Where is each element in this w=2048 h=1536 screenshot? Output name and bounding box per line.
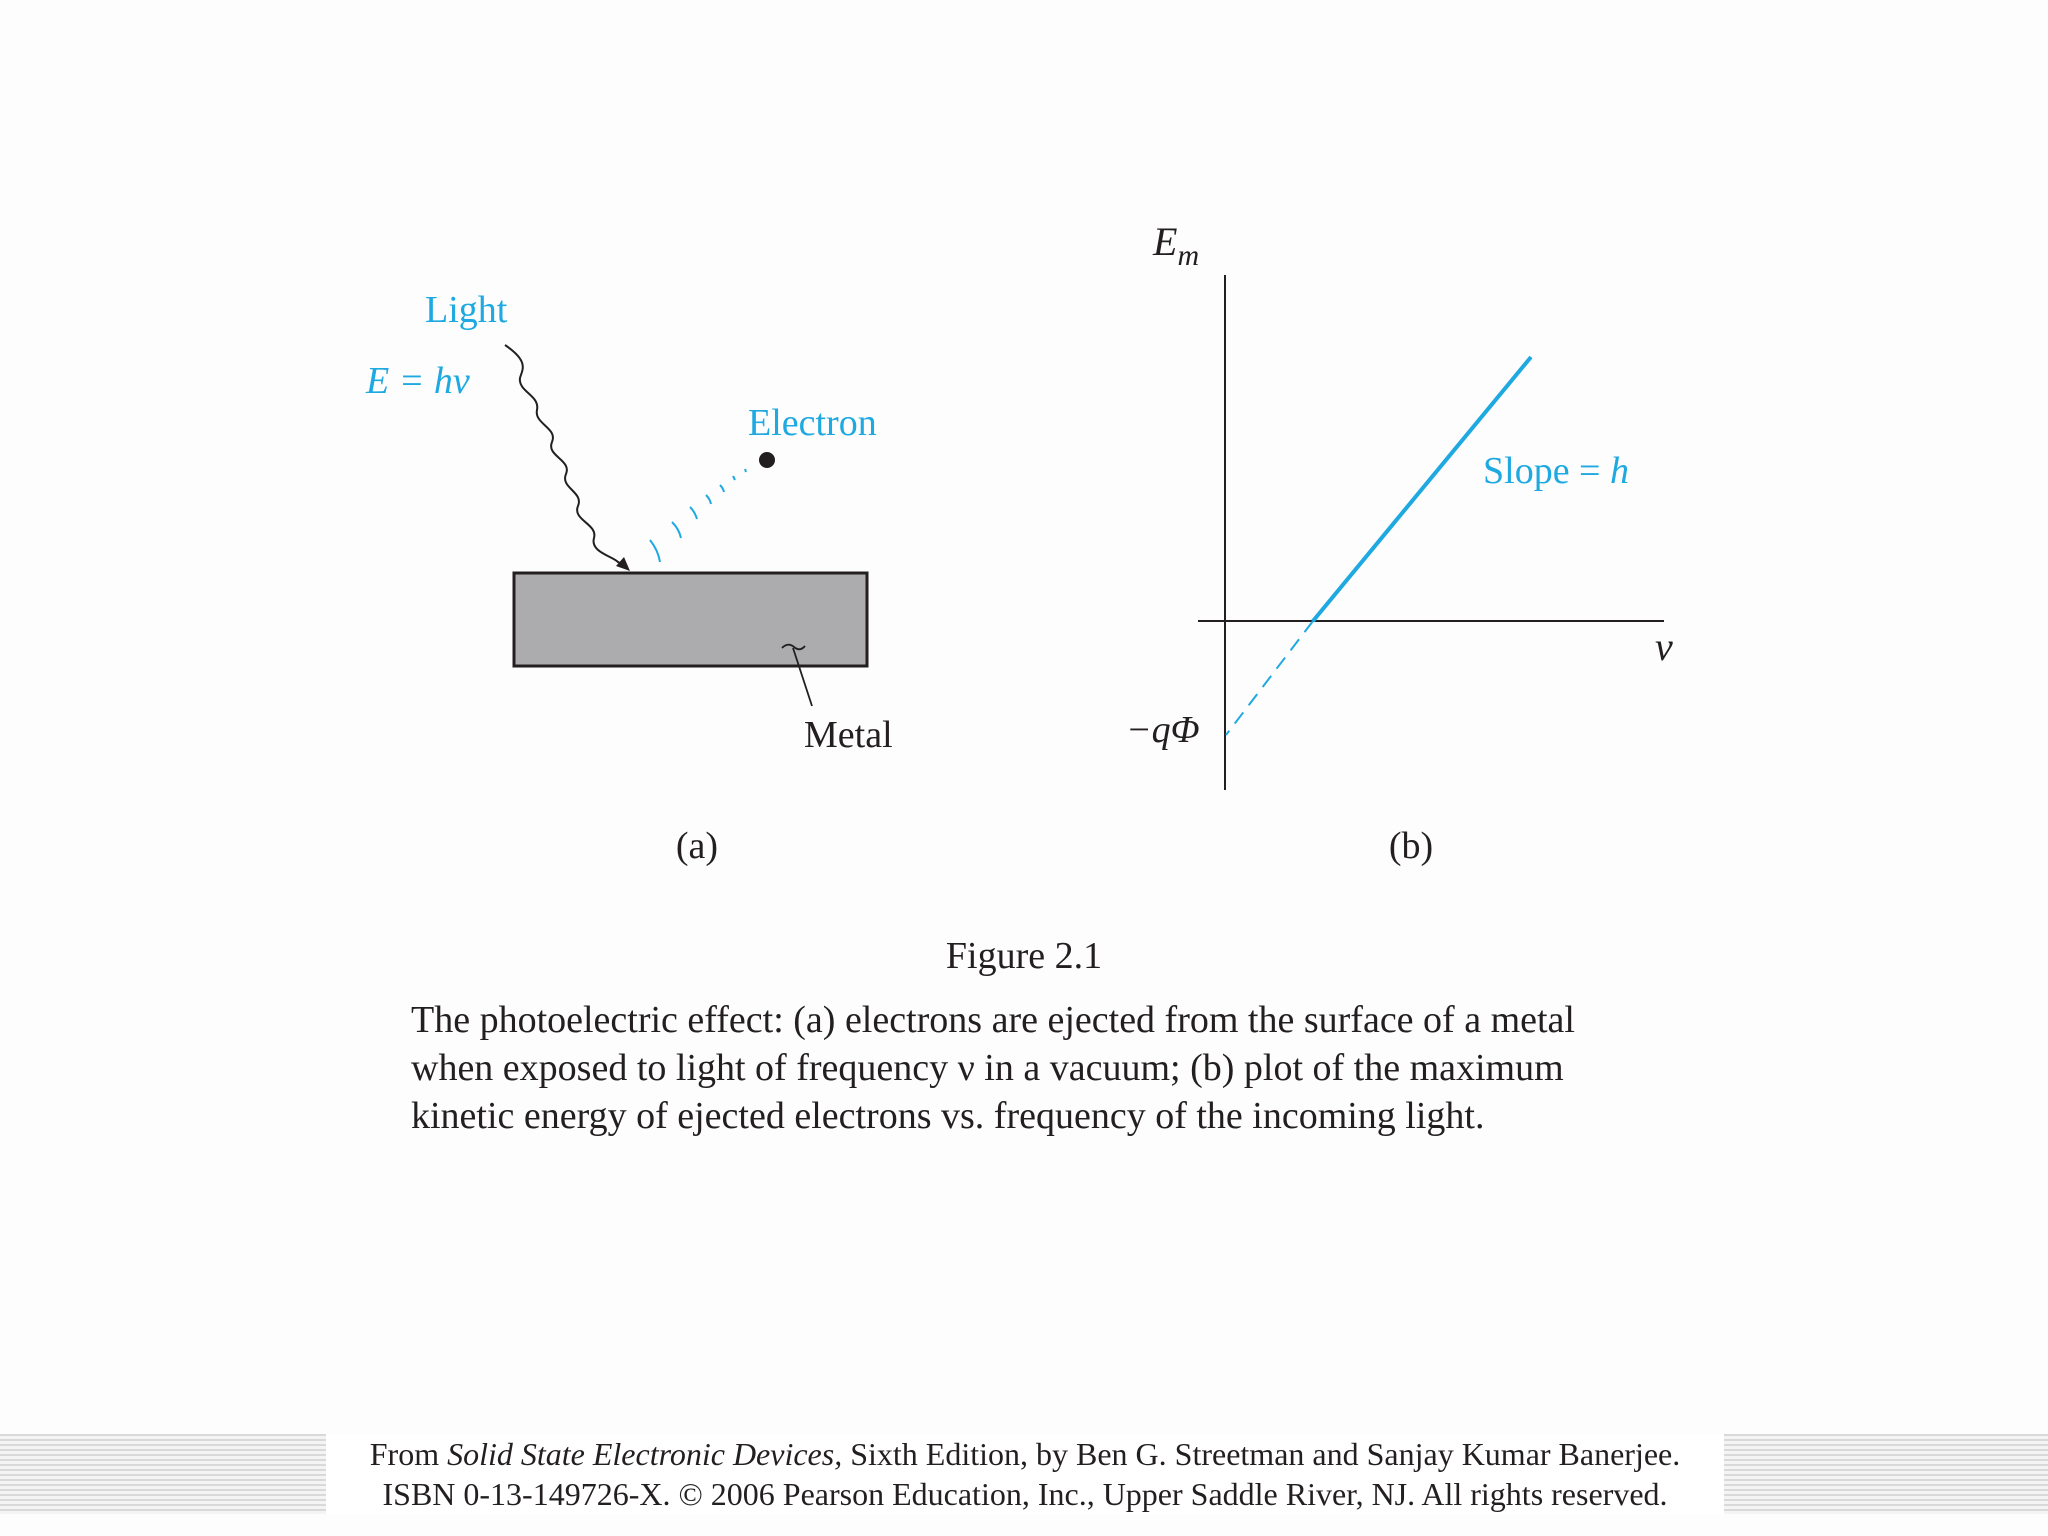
y-axis-symbol: E [1153, 219, 1178, 264]
electron-dot [759, 452, 775, 468]
electron-trail [650, 469, 746, 562]
footer-credit [326, 1434, 1724, 1514]
footer-line-1 [326, 1434, 1724, 1474]
electron-label: Electron [748, 402, 877, 444]
figure-number: Figure 2.1 [945, 935, 1103, 977]
photon-arrowhead [616, 557, 630, 571]
slope-label-text: Slope = [1483, 450, 1610, 492]
panel-b-label: (b) [1388, 825, 1434, 867]
panel-a-label: (a) [675, 825, 719, 867]
photon-wave [505, 345, 626, 566]
metal-label: Metal [804, 714, 893, 756]
slope-label-variable: h [1610, 450, 1629, 492]
intercept-label: −qΦ [1126, 709, 1200, 751]
y-axis-subscript: m [1177, 239, 1200, 272]
caption-line-3: kinetic energy of ejected electrons vs. frequency of the incoming light. [411, 1095, 1485, 1137]
slope-label [1483, 450, 1629, 492]
energy-label: E = hν [366, 360, 470, 402]
caption-line-1: The photoelectric effect: (a) electrons are ejected from the surface of a metal [411, 999, 1575, 1041]
y-axis-label [1152, 219, 1199, 272]
metal-block [514, 573, 867, 666]
book-title: Solid State Electronic Devices, [447, 1436, 843, 1472]
caption-line-2: when exposed to light of frequency ν in a vacuum; (b) plot of the maximum [411, 1047, 1564, 1089]
footer-prefix: From [369, 1436, 448, 1472]
figure-caption [411, 996, 1671, 1140]
x-axis-label: ν [1655, 624, 1673, 669]
footer-line-2: ISBN 0-13-149726-X. © 2006 Pearson Education, Inc., Upper Saddle River, NJ. All rights reserved. [382, 1476, 1668, 1512]
extrapolation-line [1226, 621, 1313, 735]
footer-suffix: Sixth Edition, by Ben G. Streetman and Sanjay Kumar Banerjee. [842, 1436, 1681, 1472]
panel-b [1126, 219, 1673, 867]
light-label: Light [425, 289, 508, 331]
panel-a [365, 289, 893, 867]
